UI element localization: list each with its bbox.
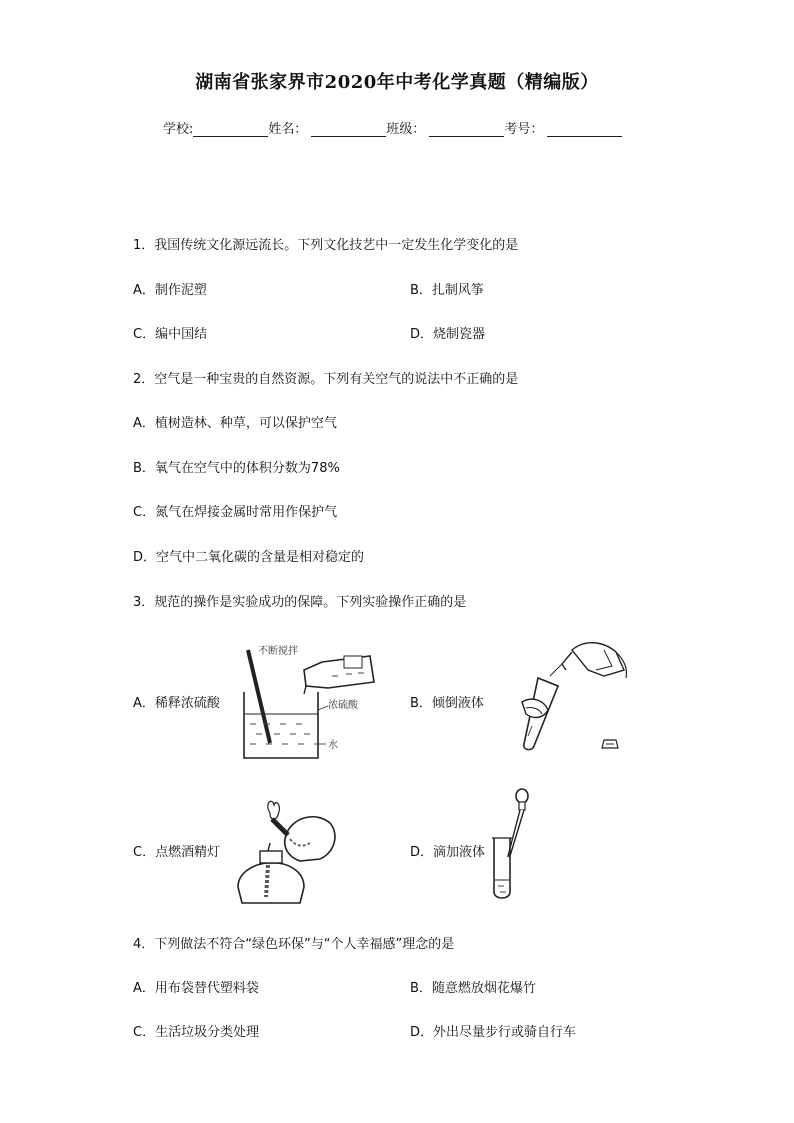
q4-option-b[interactable]: B．随意燃放烟花爆竹 [410,981,536,996]
question-4-stem: 4．下列做法不符合“绿色环保”与“个人幸福感”理念的是 [133,937,455,952]
q4-option-a[interactable]: A．用布袋替代塑料袋 [133,981,259,996]
q4-option-d[interactable]: D．外出尽量步行或骑自行车 [410,1025,577,1040]
question-2-stem: 2．空气是一种宝贵的自然资源。下列有关空气的说法中不正确的是 [133,372,519,387]
q2-option-d[interactable]: D．空气中二氧化碳的含量是相对稳定的 [133,550,365,565]
q2-option-b[interactable]: B．氧气在空气中的体积分数为78% [133,461,340,476]
q3-option-c[interactable]: C．点燃酒精灯 [133,845,221,860]
question-3-stem: 3．规范的操作是实验成功的保障。下列实验操作正确的是 [133,595,467,610]
q2-option-a[interactable]: A．植树造林、种草，可以保护空气 [133,416,337,431]
question-1-stem: 1．我国传统文化源远流长。下列文化技艺中一定发生化学变化的是 [133,238,519,253]
school-blank[interactable] [193,122,268,137]
q2-option-c[interactable]: C．氮气在焊接金属时常用作保护气 [133,505,338,520]
stir-label: 不断搅拌 [258,646,298,657]
drop-liquid-figure [488,788,538,903]
q3-option-b[interactable]: B．倾倒液体 [410,696,484,711]
q3-option-d[interactable]: D．滴加液体 [410,845,486,860]
q1-option-c[interactable]: C．编中国结 [133,327,208,342]
page-title: 湖南省张家界市2020年中考化学真题（精编版） [195,72,599,93]
q1-option-b[interactable]: B．扎制风筝 [410,283,484,298]
acid-label: 浓硫酸 [328,700,358,711]
q1-option-a[interactable]: A．制作泥塑 [133,283,207,298]
water-label: 水 [328,740,338,751]
student-info-line [163,118,622,137]
class-label: 班级： [386,122,426,137]
pour-liquid-figure [492,630,642,760]
school-label: 学校: [163,122,194,137]
class-blank[interactable] [429,122,504,137]
q4-option-c[interactable]: C．生活垃圾分类处理 [133,1025,260,1040]
dilute-acid-figure [236,640,386,765]
name-blank[interactable] [311,122,386,137]
exam-no-label: 考号： [504,122,544,137]
name-label: 姓名： [268,122,308,137]
exam-no-blank[interactable] [547,122,622,137]
q3-option-a[interactable]: A．稀释浓硫酸 [133,696,220,711]
light-alcohol-lamp-figure [230,795,370,910]
q1-option-d[interactable]: D．烧制瓷器 [410,327,486,342]
